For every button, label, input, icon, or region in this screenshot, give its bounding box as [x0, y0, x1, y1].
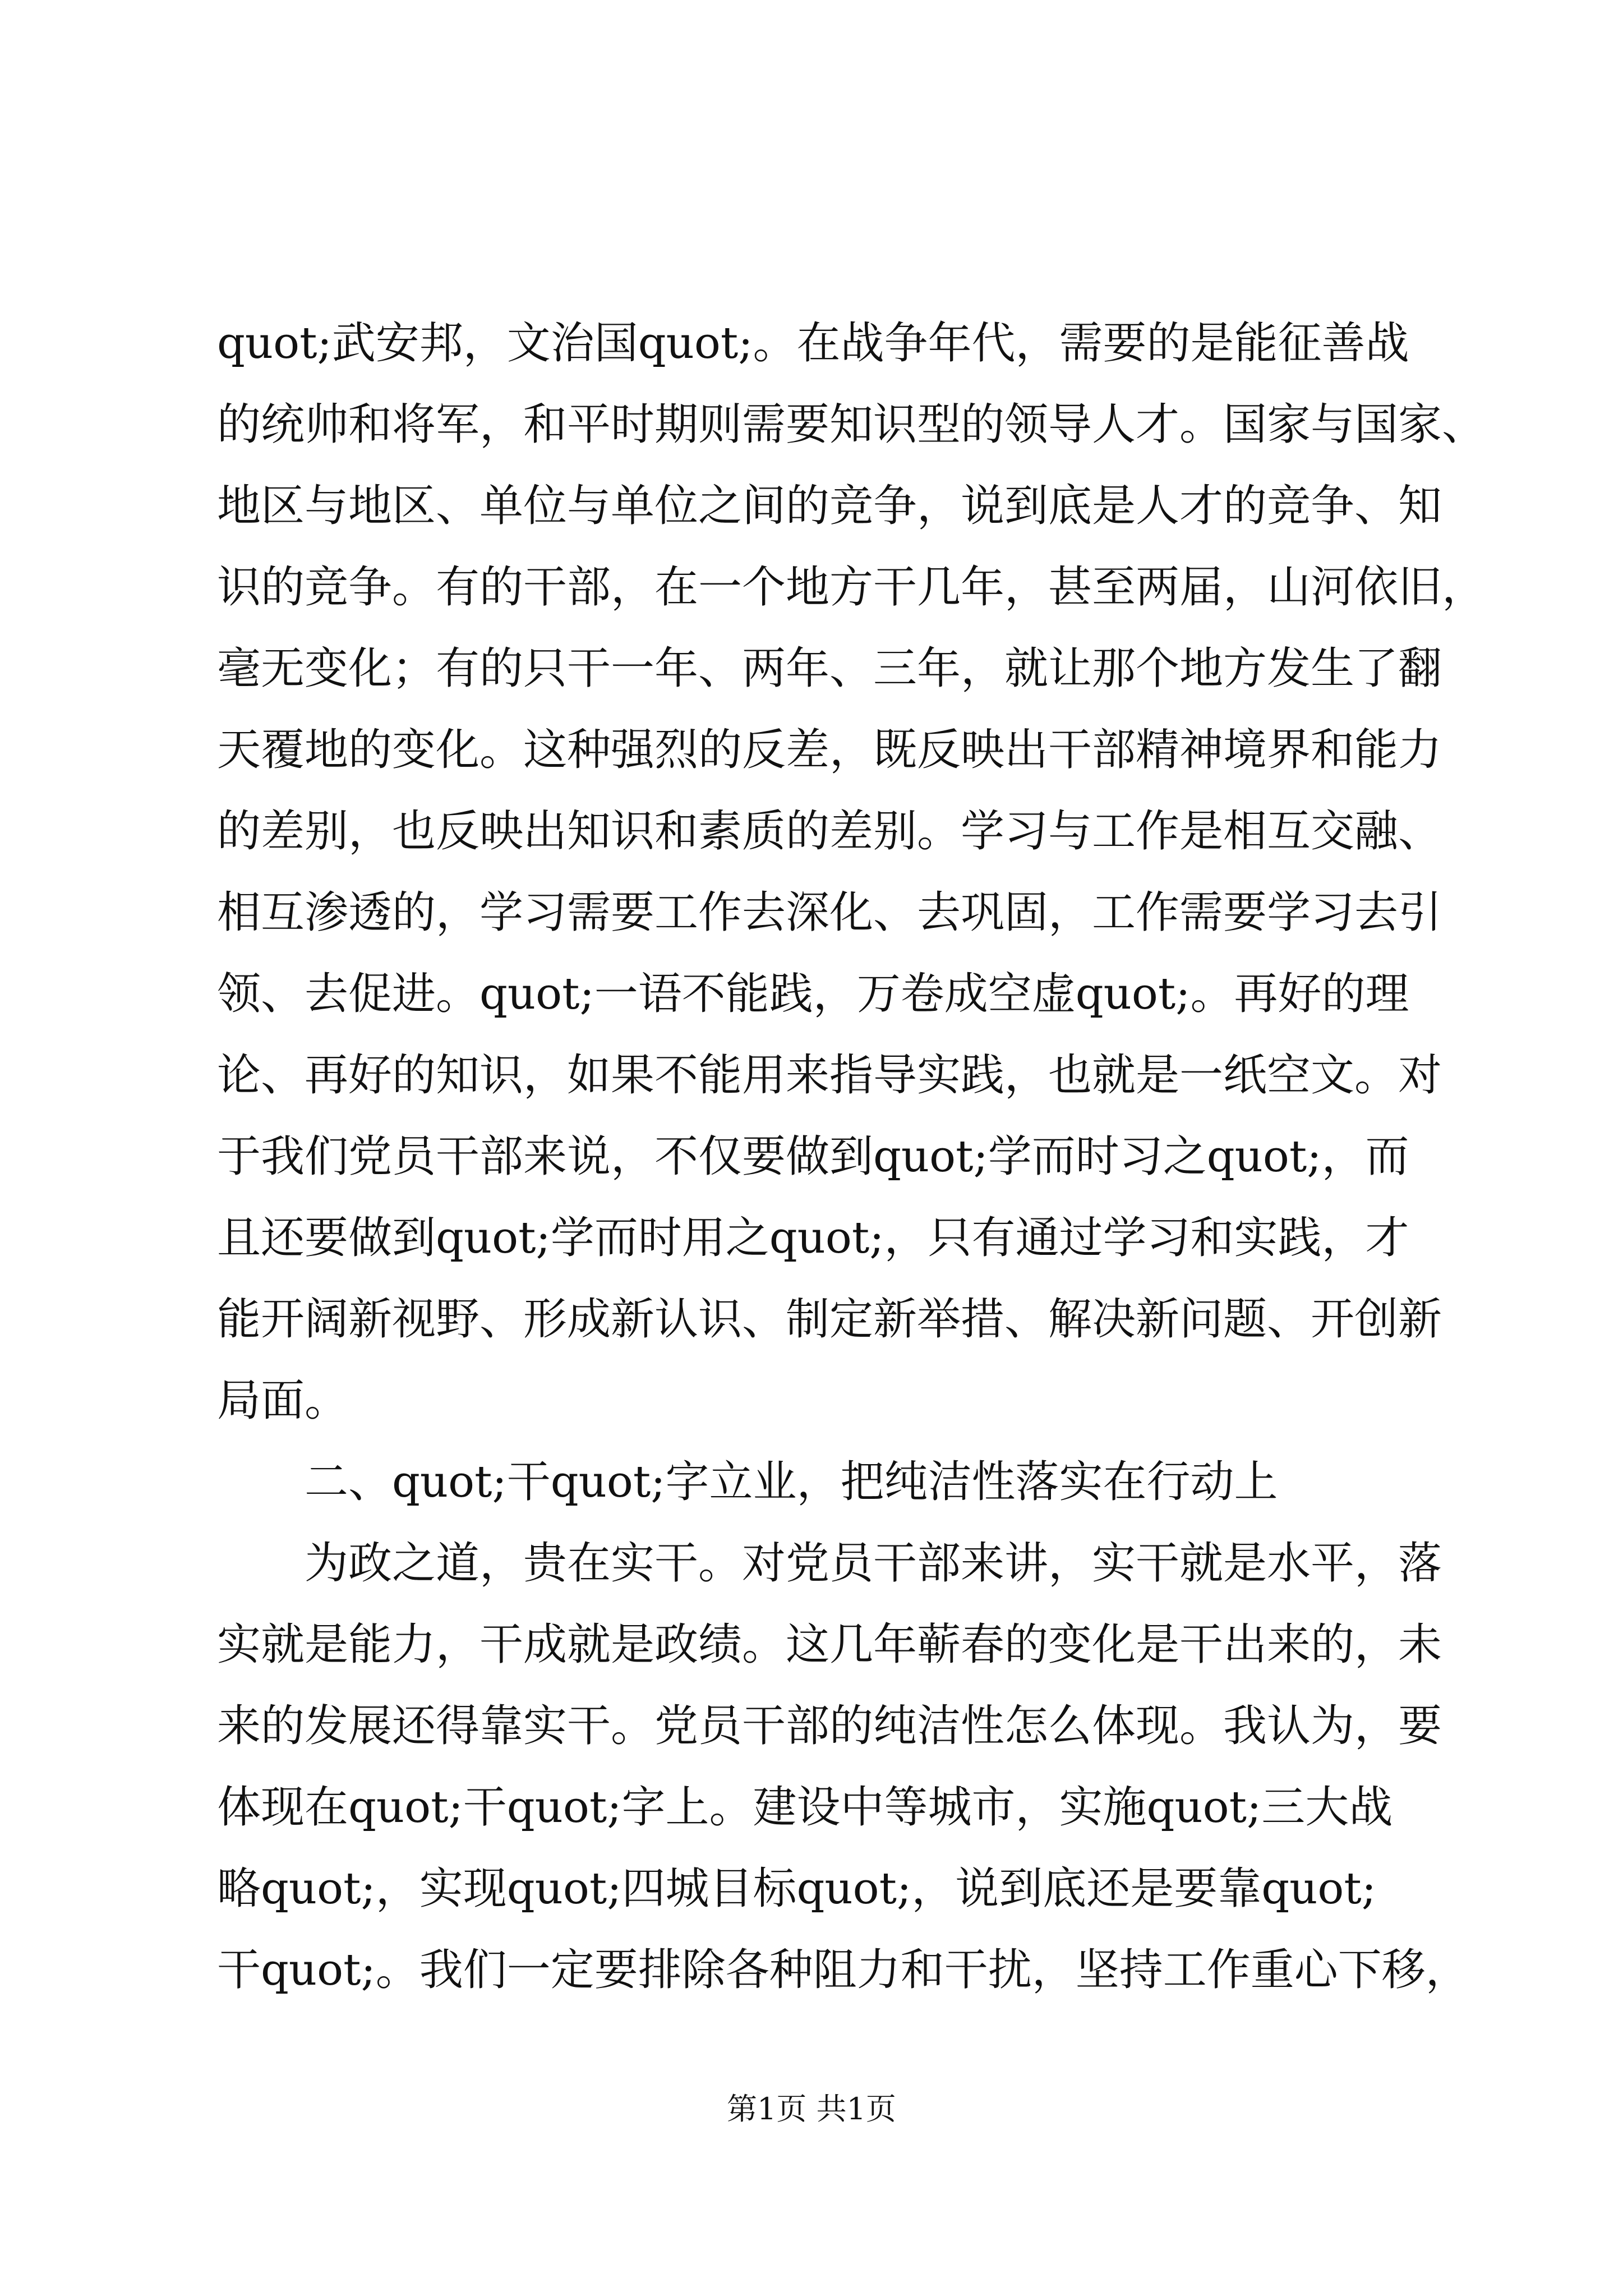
body-text	[217, 303, 1486, 2011]
text-line: 略quot;，实现quot;四城目标quot;，说到底还是要靠quot;	[217, 1864, 1377, 1914]
text-line: 于我们党员干部来说，不仅要做到quot;学而时习之quot;，而	[217, 1131, 1409, 1182]
page-number-label: 第1页 共1页	[727, 2091, 896, 2127]
text-line: 来的发展还得靠实干。党员干部的纯洁性怎么体现。我认为，要	[217, 1701, 1442, 1751]
text-line: 论、再好的知识，如果不能用来指导实践，也就是一纸空文。对	[217, 1050, 1442, 1101]
text-line: 的统帅和将军，和平时期则需要知识型的领导人才。国家与国家、	[217, 399, 1486, 450]
text-line: 毫无变化；有的只干一年、两年、三年，就让那个地方发生了翻	[217, 643, 1442, 694]
text-line: 识的竞争。有的干部，在一个地方干几年，甚至两届，山河依旧，	[217, 562, 1486, 613]
text-line: 相互渗透的，学习需要工作去深化、去巩固，工作需要学习去引	[217, 887, 1442, 938]
text-line: 局面。	[217, 1375, 349, 1426]
text-line: 地区与地区、单位与单位之间的竞争，说到底是人才的竞争、知	[217, 481, 1442, 531]
text-line: 为政之道，贵在实干。对党员干部来讲，实干就是水平，落	[217, 1538, 1442, 1589]
text-line: 体现在quot;干quot;字上。建设中等城市，实施quot;三大战	[217, 1782, 1393, 1833]
text-line: 能开阔新视野、形成新认识、制定新举措、解决新问题、开创新	[217, 1294, 1442, 1345]
text-line: 的差别，也反映出知识和素质的差别。学习与工作是相互交融、	[217, 806, 1442, 857]
text-line: 且还要做到quot;学而时用之quot;，只有通过学习和实践，才	[217, 1213, 1409, 1263]
text-line: 干quot;。我们一定要排除各种阻力和干扰，坚持工作重心下移，	[217, 1945, 1469, 1995]
text-line: 天覆地的变化。这种强烈的反差，既反映出干部精神境界和能力	[217, 725, 1442, 775]
text-line: 实就是能力，干成就是政绩。这几年蕲春的变化是干出来的，未	[217, 1619, 1442, 1670]
page-footer	[0, 2090, 1623, 2129]
text-line: quot;武安邦，文治国quot;。在战争年代，需要的是能征善战	[217, 318, 1409, 369]
section-heading: 二、quot;干quot;字立业，把纯洁性落实在行动上	[217, 1457, 1278, 1507]
text-line: 领、去促进。quot;一语不能践，万卷成空虚quot;。再好的理	[217, 969, 1409, 1019]
